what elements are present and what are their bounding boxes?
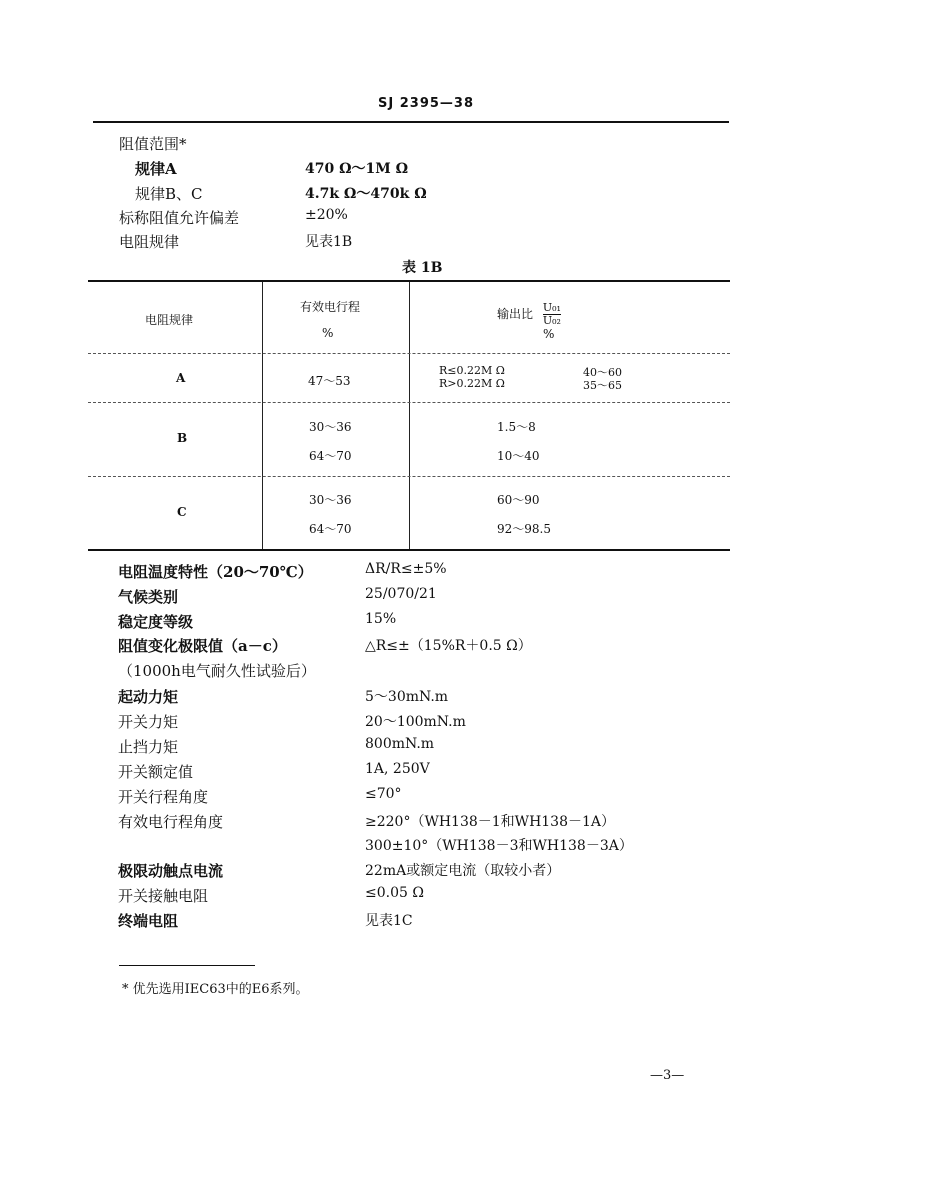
spec-label-starting-torque: 起动力矩 [118,688,179,706]
th-stroke-unit: % [322,326,334,340]
spec-value-resistance-law: 见表1B [305,234,353,250]
row-a-val-2: 35～65 [583,379,622,392]
th-ratio [497,302,561,327]
table-row-rule-1 [88,402,730,403]
spec-label-tolerance: 标称阻值允许偏差 [119,209,240,227]
spec-value-contact-current: 22mA或额定电流（取较小者） [365,863,561,879]
row-b-stroke-1: 30～36 [309,420,352,434]
footnote-rule [119,965,255,966]
th-law: 电阻规律 [145,313,194,327]
row-b-ratio-2: 10～40 [497,449,540,463]
spec-value-switch-rating: 1A, 250V [365,761,430,777]
row-a-cond-2: R>0.22M Ω [439,377,505,390]
row-a-law: A [176,371,186,385]
spec-label-resistance-law: 电阻规律 [119,233,180,251]
spec-value-temp-coeff: ΔR/R≤±5% [365,561,447,577]
th-ratio-unit: % [543,327,555,341]
spec-value-stop-torque: 800mN.m [365,736,435,752]
row-b-ratio-1: 1.5～8 [497,420,536,434]
spec-label-contact-current: 极限动触点电流 [118,862,224,880]
th-ratio-fraction [543,302,561,327]
spec-value-law-bc: 4.7k Ω～470k Ω [305,186,427,202]
spec-label-endurance-note: （1000h电气耐久性试验后） [118,662,316,680]
row-c-stroke-2: 64～70 [309,522,352,536]
row-c-law: C [177,505,187,519]
spec-label-stability: 稳定度等级 [118,613,194,631]
spec-value-stability: 15% [365,611,397,627]
row-a-stroke: 47～53 [308,374,351,388]
table-header-rule [88,353,730,354]
spec-label-contact-resistance: 开关接触电阻 [118,887,209,905]
row-a-val-1: 40～60 [583,366,622,379]
spec-label-effective-angle: 有效电行程角度 [118,813,224,831]
spec-label-limit-change: 阻值变化极限值（a－c） [118,637,287,655]
spec-value-tolerance: ±20% [305,207,348,223]
spec-label-stop-torque: 止挡力矩 [118,738,179,756]
spec-label-temp-coeff: 电阻温度特性（20～70℃） [118,563,313,581]
header-rule [93,121,729,123]
spec-value-switch-angle: ≤70° [365,786,402,802]
page-number: —3— [650,1068,685,1083]
th-ratio-label: 输出比 [497,307,534,321]
table-bottom-rule [88,549,730,551]
spec-label-terminal-resistance: 终端电阻 [118,912,179,930]
th-ratio-numerator: U₀₁ [542,301,561,314]
spec-value-effective-angle-2: 300±10°（WH138－3和WH138－3A） [365,838,633,854]
spec-label-switch-torque: 开关力矩 [118,713,179,731]
th-stroke: 有效电行程 [300,300,361,314]
spec-label-law-a: 规律A [135,160,177,178]
spec-value-contact-resistance: ≤0.05 Ω [365,885,424,901]
spec-label-resistance-range: 阻值范围* [119,135,187,153]
table-divider-1 [262,282,263,550]
spec-label-climate: 气候类别 [118,588,179,606]
table-row-rule-2 [88,476,730,477]
spec-value-terminal-resistance: 见表1C [365,913,413,929]
row-c-ratio-2: 92～98.5 [497,522,551,536]
row-c-stroke-1: 30～36 [309,493,352,507]
spec-value-effective-angle-1: ≥220°（WH138－1和WH138－1A） [365,814,616,830]
document-number: SJ 2395—38 [378,96,474,111]
table-divider-2 [409,282,410,550]
spec-label-switch-rating: 开关额定值 [118,763,194,781]
th-ratio-denominator: U₀₂ [542,314,561,327]
spec-value-starting-torque: 5～30mN.m [365,689,449,705]
spec-label-switch-angle: 开关行程角度 [118,788,209,806]
spec-value-limit-change: △R≤±（15%R＋0.5 Ω） [365,638,532,654]
spec-value-law-a: 470 Ω～1M Ω [305,161,409,177]
row-c-ratio-1: 60～90 [497,493,540,507]
spec-value-switch-torque: 20～100mN.m [365,714,466,730]
spec-label-law-bc: 规律B、C [135,185,203,203]
row-b-stroke-2: 64～70 [309,449,352,463]
footnote: * 优先选用IEC63中的E6系列。 [122,982,309,997]
row-a-cond-1: R≤0.22M Ω [439,364,505,377]
row-b-law: B [177,431,188,445]
table-caption: 表 1B [402,260,443,276]
spec-value-climate: 25/070/21 [365,586,437,602]
